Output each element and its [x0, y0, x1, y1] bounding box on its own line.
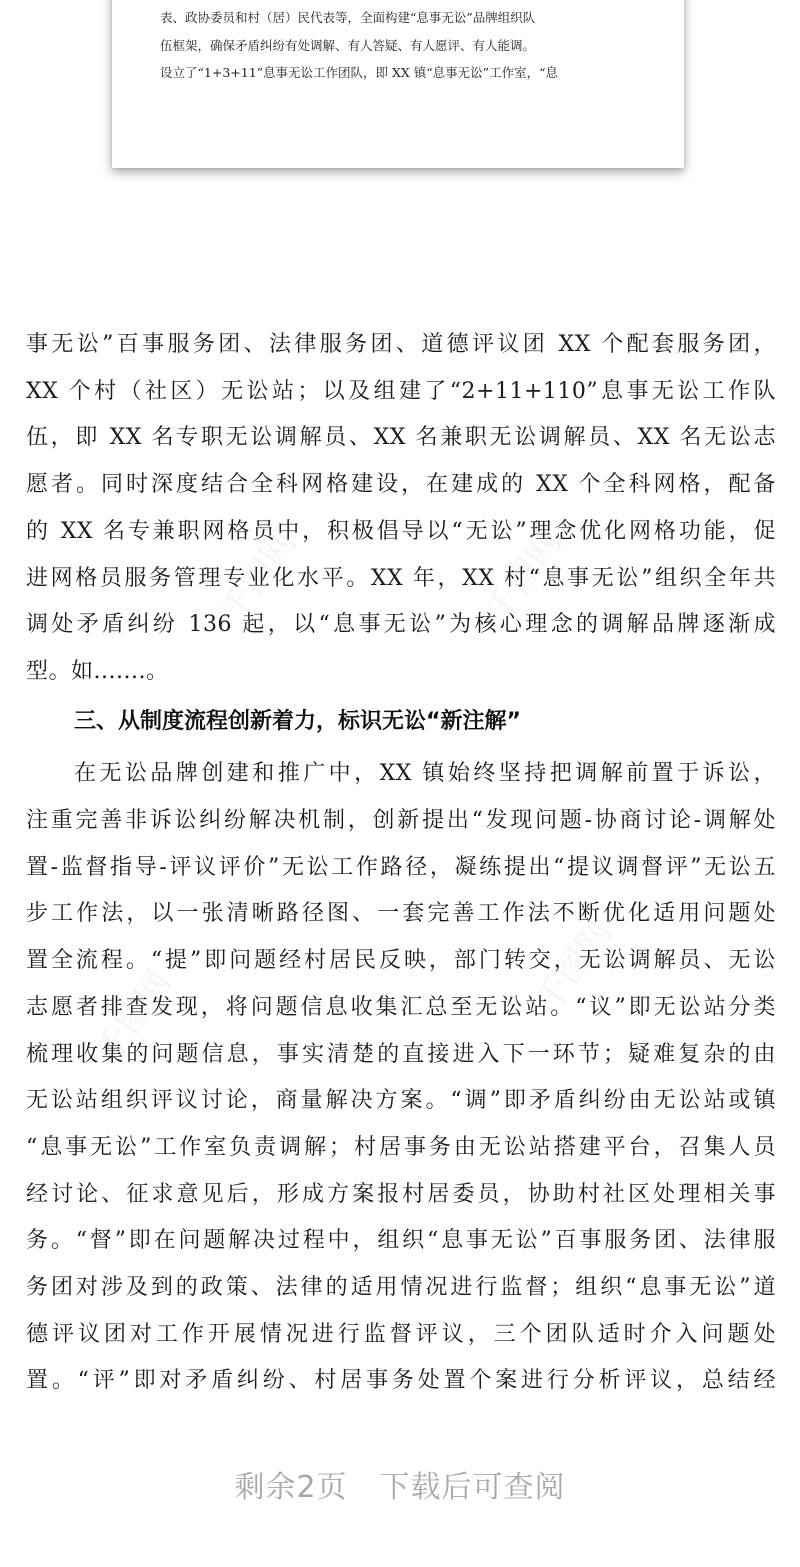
paragraph-process: [26, 751, 776, 1405]
text-line: 愿者。同时深度结合全科网格建设，在建成的 XX 个全科网格，配备: [26, 472, 776, 498]
paragraph-teams: [26, 322, 776, 696]
text-line: 伍，即 XX 名专职无讼调解员、XX 名兼职无讼调解员、XX 名无讼志: [26, 425, 776, 451]
preview-line: 设立了“1+3+11”息事无讼工作团队，即 XX 镇“息事无讼”工作室，“息: [160, 65, 558, 80]
watermark: 千图网: [528, 913, 620, 1020]
watermark: 千图网: [213, 523, 305, 630]
text-line: 志愿者排查发现，将问题信息收集汇总至无讼站。“议”即无讼站分类: [26, 994, 776, 1020]
text-line: 事无讼”百事服务团、法律服务团、道德评议团 XX 个配套服务团，: [26, 332, 776, 357]
watermark: 千图网: [478, 523, 570, 630]
text-line: 置全流程。“提”即问题经村居民反映，部门转交，无讼调解员、无讼: [26, 948, 776, 974]
text-line: XX 个村（社区）无讼站；以及组建了“2+11+110”息事无讼工作队: [26, 378, 776, 404]
text-line: 务团对涉及到的政策、法律的适用情况进行监督；组织“息事无讼”道: [26, 1275, 776, 1301]
watermark: 千图网: [88, 963, 180, 1070]
text-line: 务。“督”即在问题解决过程中，组织“息事无讼”百事服务团、法律服: [26, 1228, 776, 1254]
remaining-pages-text: 剩余2页: [234, 1470, 348, 1505]
text-line: 无讼站组织评议讨论，商量解决方案。“调”即矛盾纠纷由无讼站或镇: [26, 1088, 776, 1114]
text-line: 进网格员服务管理专业化水平。XX 年，XX 村“息事无讼”组织全年共: [26, 565, 776, 591]
text-line: 置。“评”即对矛盾纠纷、村居事务处置个案进行分析评议，总结经: [26, 1368, 776, 1394]
text-line: 注重完善非诉讼纠纷解决机制，创新提出“发现问题-协商讨论-调解处: [26, 808, 776, 834]
previous-page-preview: [112, 0, 684, 168]
text-line: 梳理收集的问题信息，事实清楚的直接进入下一环节；疑难复杂的由: [26, 1041, 776, 1067]
text-line: 型。如.......。: [26, 658, 169, 684]
text-line: 德评议团对工作开展情况进行监督评议，三个团队适时介入问题处: [26, 1321, 776, 1347]
text-line: 的 XX 名专兼职网格员中，积极倡导以“无讼”理念优化网格功能，促: [26, 518, 776, 544]
text-line: 在无讼品牌创建和推广中，XX 镇始终坚持把调解前置于诉讼，: [74, 761, 776, 787]
preview-line: 表、政协委员和村（居）民代表等，全面构建“息事无讼”品牌组织队: [160, 10, 536, 25]
download-to-read-banner[interactable]: [0, 1462, 800, 1506]
document-body: [26, 322, 776, 1405]
text-line: 步工作法，以一张清晰路径图、一套完善工作法不断优化适用问题处: [26, 901, 776, 927]
download-prompt-text: 下载后可查阅: [379, 1470, 566, 1505]
section-heading: 三、从制度流程创新着力，标识无讼“新注解”: [74, 708, 521, 734]
text-line: 置-监督指导-评议评价”无讼工作路径，凝练提出“提议调督评”无讼五: [26, 854, 776, 880]
text-line: 经讨论、征求意见后，形成方案报村居委员，协助村社区处理相关事: [26, 1181, 776, 1207]
preview-line: 伍框架，确保矛盾纠纷有处调解、有人答疑、有人愿评、有人能调。: [160, 37, 536, 53]
text-line: “息事无讼”工作室负责调解；村居事务由无讼站搭建平台，召集人员: [26, 1134, 776, 1160]
text-line: 调处矛盾纠纷 136 起，以“息事无讼”为核心理念的调解品牌逐渐成: [26, 612, 776, 638]
